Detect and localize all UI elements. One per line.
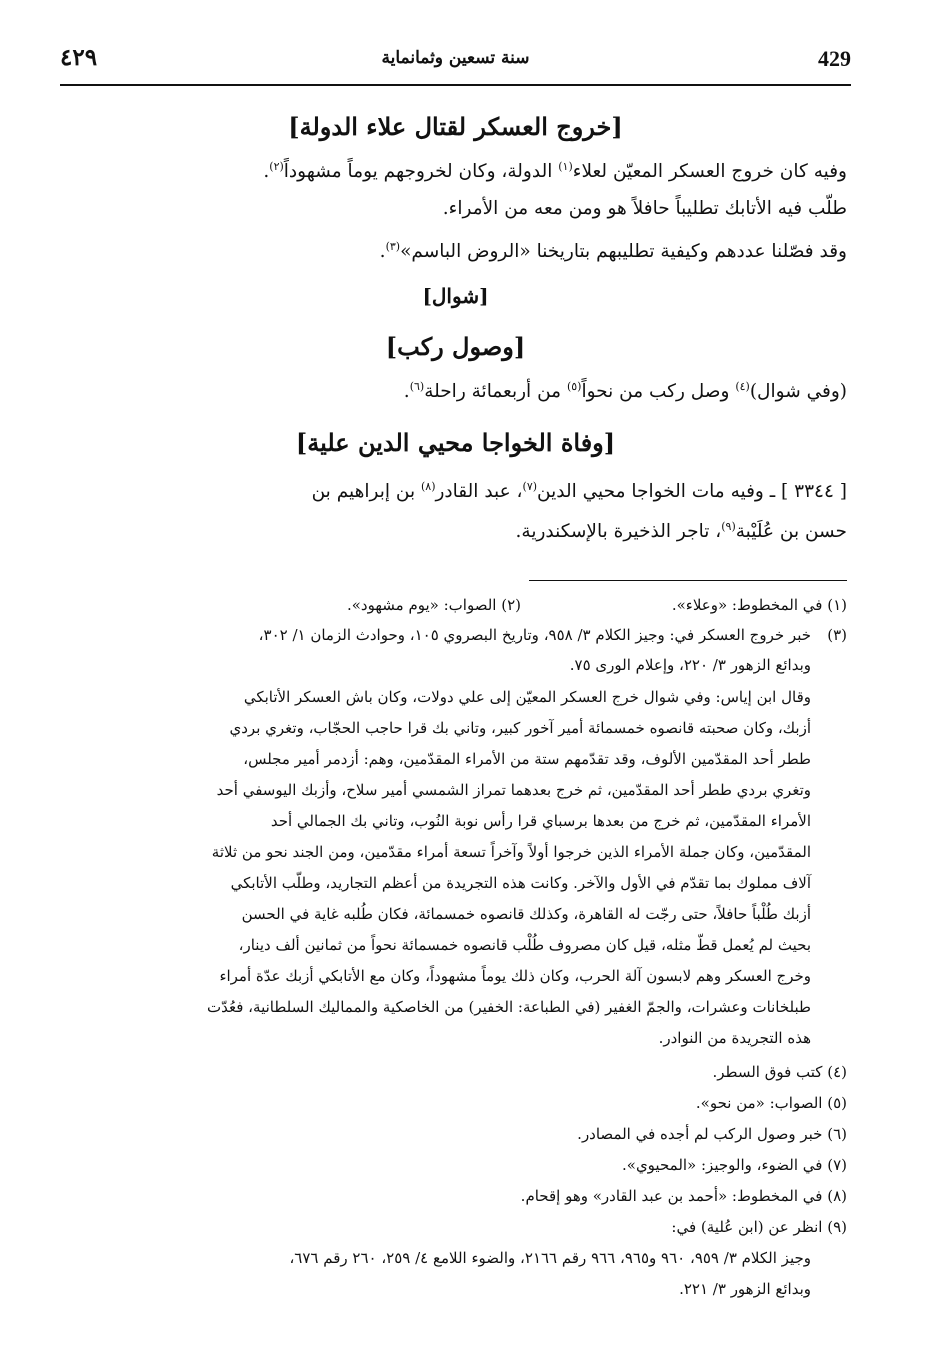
footnote-3-line: هذه التجريدة من النوادر. xyxy=(658,1029,811,1047)
footnote-ref: (٥) xyxy=(566,380,582,393)
footnote-separator xyxy=(529,580,847,581)
text-run: من أربعمائة راحلة xyxy=(424,381,567,403)
footnote-ref: (٢) xyxy=(269,160,284,173)
footnote-3-line: آلاف مملوك بما تقدّم في الأول والآخر. وكانت هذه التجريدة من أعظم التجاريد، وطلّب الأتابكي xyxy=(230,874,811,892)
section-title-caravan: [وصول ركب] xyxy=(385,332,526,361)
footnote-3-line: طبلخانات وعشرات، والجمّ الغفير (في الطباعة: الخفير) من الخاصكية والمماليك السلطانية، فعُدّت xyxy=(207,998,811,1016)
month-title: [شوال] xyxy=(422,284,489,308)
footnote-4: (٤) كتب فوق السطر. xyxy=(712,1063,847,1081)
text-run: وقد فصّلنا عددهم وكيفية تطليبهم بتاريخنا «الروض الباسم» xyxy=(400,241,847,263)
footnote-3-line: بحيث لم يُعمل قطّ مثله، قيل كان مصروف طُلْب قانصوه خمسمائة نحواً من ثمانين ألف دينار، xyxy=(238,936,811,954)
footnote-3-line: أزبك، وكان صحبته قانصوه خمسمائة أمير آخور كبير، وتاني بك قرا حاجب الحجّاب، وتغري بردي xyxy=(229,719,811,737)
footnote-3-line: وخرج العسكر وهم لابسون آلة الحرب، وكان ذلك يوماً مشهوداً، وكان مع الأتابكي أزبك عدّة أمراء xyxy=(219,967,811,985)
footnote-9-line: وبدائع الزهور ٣/ ٢٢١. xyxy=(679,1280,811,1298)
section-title-army: [خروج العسكر لقتال علاء الدولة] xyxy=(288,112,623,141)
text-run: وصل ركب من نحواً xyxy=(581,381,736,403)
footnote-ref: (٩) xyxy=(721,520,736,533)
paragraph-line xyxy=(263,160,847,182)
footnote-3-line: ططر أحد المقدّمين الألوف، وقد تقدّمهم ستة من الأمراء المقدّمين، وهم: أزدمر أمير مجلس، xyxy=(243,750,811,768)
text-run: وفيه كان خروج العسكر المعيّن لعلاء xyxy=(572,161,847,183)
page-number-latin: 429 xyxy=(818,46,851,71)
footnote-ref: (١) xyxy=(558,160,573,173)
text-run: (وفي شوال) xyxy=(749,381,847,403)
footnote-3-line: وبدائع الزهور ٣/ ٢٢٠، وإعلام الورى ٧٥. xyxy=(569,656,811,674)
text-run: حسن بن عُلَيْبة xyxy=(735,521,847,543)
footnote-6: (٦) خبر وصول الركب لم أجده في المصادر. xyxy=(577,1125,847,1143)
footnote-5: (٥) الصواب: «من نحو». xyxy=(695,1094,847,1112)
section-title-death: [وفاة الخواجا محيي الدين علية] xyxy=(295,428,616,457)
footnote-ref: (٨) xyxy=(420,480,436,493)
paragraph-line xyxy=(516,520,847,542)
footnote-ref: (٤) xyxy=(735,380,750,393)
running-head: سنة تسعين وثمانماية xyxy=(381,48,530,68)
text-run: ، تاجر الذخيرة بالإسكندرية. xyxy=(515,521,722,543)
text-run: [ ٣٣٤٤ ] ـ وفيه مات الخواجا محيي الدين xyxy=(537,481,847,503)
footnote-3-number: (٣) xyxy=(827,626,847,644)
text-run: . xyxy=(379,241,386,263)
footnote-3-line: خبر خروج العسكر في: وجيز الكلام ٣/ ٩٥٨، وتاريخ البصروي ١٠٥، وحوادث الزمان ١/ ٣٠٢، xyxy=(258,626,811,644)
footnote-3-line: وتغري بردي ططر أحد المقدّمين، ثم خرج بعدهما تمراز الشمسي أمير سلاح، وأزبك اليوسفي أحد xyxy=(216,781,811,799)
footnote-2: (٢) الصواب: «يوم مشهود». xyxy=(346,596,521,614)
text-run: الدولة، وكان لخروجهم يوماً مشهوداً xyxy=(283,161,559,183)
paragraph-line xyxy=(404,380,847,402)
paragraph-line: طلّب فيه الأتابك تطليباً حافلاً هو ومن معه من الأمراء. xyxy=(442,198,847,219)
text-run: . xyxy=(403,381,410,403)
footnote-8: (٨) في المخطوط: «أحمد بن عبد القادر» وهو إقحام. xyxy=(520,1187,847,1205)
footnote-ref: (٧) xyxy=(522,480,538,493)
footnote-3-line: أزبك طُلْباً حافلاً، حتى رجّت له القاهرة، وكذلك قانصوه خمسمائة، فكان طُلبه غاية في الحسن xyxy=(241,905,811,923)
footnote-3-line: وقال ابن إياس: وفي شوال خرج العسكر المعيّن إلى علي دولات، وكان باش العسكر الأتابكي xyxy=(243,688,811,706)
page-header xyxy=(60,40,851,86)
footnote-3-line: المقدّمين، وكان جملة الأمراء الذين خرجوا أولاً وآخراً تسعة أمراء مقدّمين، ومن الجند نحو من ثلاثة xyxy=(211,843,811,861)
page-number-arabic: ٤٢٩ xyxy=(60,44,98,71)
paragraph-line xyxy=(312,480,847,502)
text-run: ، عبد القادر xyxy=(435,481,523,503)
footnote-ref: (٣) xyxy=(385,240,401,253)
footnote-7: (٧) في الضوء، والوجيز: «المحيوي». xyxy=(622,1156,847,1174)
paragraph-line xyxy=(380,240,847,262)
text-run: . xyxy=(263,161,270,183)
footnote-9-line: وجيز الكلام ٣/ ٩٥٩، ٩٦٠ و٩٦٥، ٩٦٦ رقم ٢١٦٦، والضوء اللامع ٤/ ٢٥٩، ٢٦٠ رقم ٦٧٦، xyxy=(289,1249,811,1267)
text-run: بن إبراهيم بن xyxy=(311,481,421,503)
footnote-9: (٩) انظر عن (ابن عُلية) في: xyxy=(671,1218,847,1236)
header-rule xyxy=(60,84,851,86)
footnote-ref: (٦) xyxy=(409,380,425,393)
footnote-1: (١) في المخطوط: «وعلاء». xyxy=(671,596,847,614)
footnote-3-line: الأمراء المقدّمين، ثم خرج من بعدها برسباي قرا رأس نوبة النُوب، وتاني بك الجمالي أحد xyxy=(270,812,811,830)
